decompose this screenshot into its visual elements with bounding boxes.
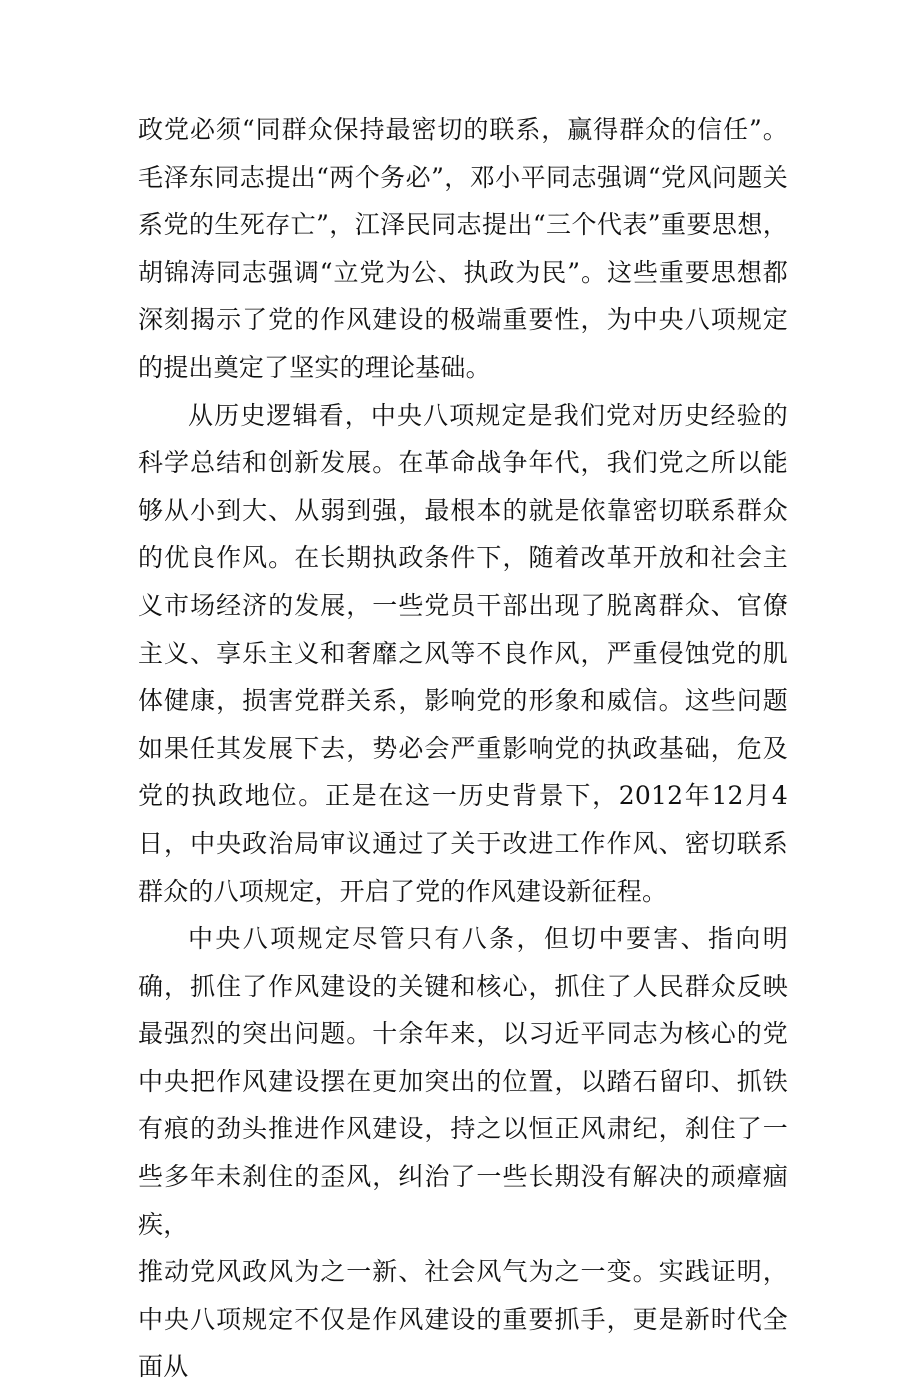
paragraph-eight-rules-achievements: 中央八项规定尽管只有八条，但切中要害、指向明确，抓住了作风建设的关键和核心，抓住了人民群众反映最强烈的突出问题。十余年来，以习近平同志为核心的党中央把作风建设摆在更加突出的位置，以踏石留印、抓铁有痕的劲头推进作风建设，持之以恒正风肃纪，刹住了一些多年未刹住的歪风，纠治了一些长期没有解决的顽瘴痼疾， xyxy=(138,924,788,1239)
paragraph-historical-logic: 从历史逻辑看，中央八项规定是我们党对历史经验的科学总结和创新发展。在革命战争年代，我们党之所以能够从小到大、从弱到强，最根本的就是依靠密切联系群众的优良作风。在长期执政条件下，随着改革开放和社会主义市场经济的发展，一些党员干部出现了脱离群众、官僚主义、享乐主义和奢靡之风等不良作风，严重侵蚀党的肌体健康，损害党群关系，影响党的形象和威信。这些问题如果任其发展下去，势必会严重影响党的执政基础，危及党的执政地位。正是在这一历史背景下，2012年12月4日，中央政治局审议通过了关于改进工作作风、密切联系群众的八项规定，开启了党的作风建设新征程。 xyxy=(138,400,788,906)
paragraph-practice-proves: 推动党风政风为之一新、社会风气为之一变。实践证明，中央八项规定不仅是作风建设的重要抓手，更是新时代全面从 xyxy=(138,1257,788,1382)
body-text xyxy=(138,106,788,1391)
paragraph-party-style-theory: 政党必须“同群众保持最密切的联系，赢得群众的信任”。毛泽东同志提出“两个务必”，邓小平同志强调“党风问题关系党的生死存亡”，江泽民同志提出“三个代表”重要思想，胡锦涛同志强调“立党为公、执政为民”。这些重要思想都深刻揭示了党的作风建设的极端重要性，为中央八项规定的提出奠定了坚实的理论基础。 xyxy=(138,115,788,382)
